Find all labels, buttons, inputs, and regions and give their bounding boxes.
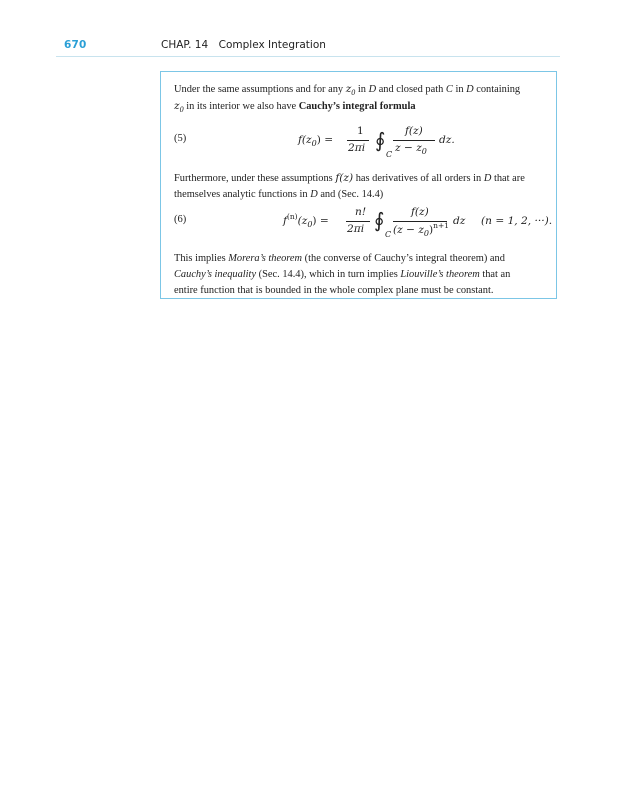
text-run: has derivatives of all orders in (353, 173, 484, 184)
denominator-text: (z − z (393, 224, 424, 236)
eq-lhs: f(z (298, 134, 312, 146)
math-var: C (445, 84, 453, 95)
coef-denominator: 2πi (347, 223, 365, 235)
differential: dz (453, 215, 466, 227)
text-run: in its interior we also have (183, 101, 299, 112)
coef-denominator: 2πi (348, 142, 366, 154)
formula-name: Cauchy’s integral formula (298, 101, 416, 112)
paren: ) (429, 224, 434, 236)
theorem-name: Liouville’s theorem (400, 269, 480, 280)
text-run: themselves analytic functions in (174, 189, 311, 200)
theorem-box (160, 71, 557, 299)
math-var: D (483, 173, 492, 184)
denominator-text: z − z (395, 142, 422, 154)
math-var: D (310, 189, 318, 200)
eq-equals: ) = (316, 134, 334, 146)
math-var: f(z) (335, 172, 354, 184)
text-run: that an (479, 269, 511, 280)
integral-subscript: C (385, 230, 392, 239)
paragraph-implications (174, 251, 546, 299)
fraction-numerator: f(z) (405, 125, 423, 137)
theorem-name: Morera’s theorem (228, 253, 303, 264)
eq-equals: ) = (312, 215, 329, 227)
text-run: containing (473, 84, 521, 95)
subscript: 0 (311, 139, 317, 148)
eq-lhs: f (283, 215, 287, 227)
math-var: D (466, 84, 474, 95)
contour-integral-symbol: ∮ (375, 128, 386, 152)
index-range: (n = 1, 2, ···). (481, 215, 553, 227)
subscript: 0 (423, 229, 430, 238)
header-rule (56, 56, 560, 57)
subscript: 0 (307, 220, 313, 229)
eq-lhs-arg: (z (297, 215, 308, 227)
fraction-numerator: f(z) (411, 206, 429, 218)
equation-number: (5) (174, 133, 187, 144)
text-run: (the converse of Cauchy’s integral theorem) and (302, 253, 505, 264)
coef-fraction-bar (346, 221, 370, 222)
integral-subscript: C (386, 150, 393, 159)
text-run: Under the same assumptions and for any (174, 84, 346, 95)
chapter-title: CHAP. 14 Complex Integration (161, 39, 326, 51)
math-var: z (345, 83, 352, 95)
text-run: in (355, 84, 369, 95)
contour-integral-symbol: ∮ (374, 208, 385, 232)
coef-numerator: n! (355, 206, 367, 218)
differential: dz. (439, 134, 455, 146)
text-run: and closed path (376, 84, 446, 95)
subscript: 0 (421, 147, 427, 156)
text-run: Furthermore, under these assumptions (174, 173, 336, 184)
page-header (0, 0, 639, 60)
subscript: 0 (179, 105, 184, 114)
text-run: entire function that is bounded in the whole complex plane must be constant. (174, 285, 494, 296)
subscript: 0 (351, 88, 356, 97)
text-run: (Sec. 14.4), which in turn implies (256, 269, 401, 280)
text-run: that are (491, 173, 525, 184)
text-run: and (Sec. 14.4) (317, 189, 384, 200)
fraction-denominator (393, 221, 450, 238)
superscript: n+1 (433, 221, 450, 230)
theorem-name: Cauchy’s inequality (174, 269, 257, 280)
equation-number: (6) (174, 214, 187, 225)
math-var: D (368, 84, 377, 95)
coef-numerator: 1 (357, 125, 364, 137)
text-run: This implies (174, 253, 229, 264)
math-var: z (174, 100, 180, 112)
superscript: (n) (286, 212, 298, 221)
text-run: in (452, 84, 467, 95)
page-number: 670 (64, 39, 87, 51)
